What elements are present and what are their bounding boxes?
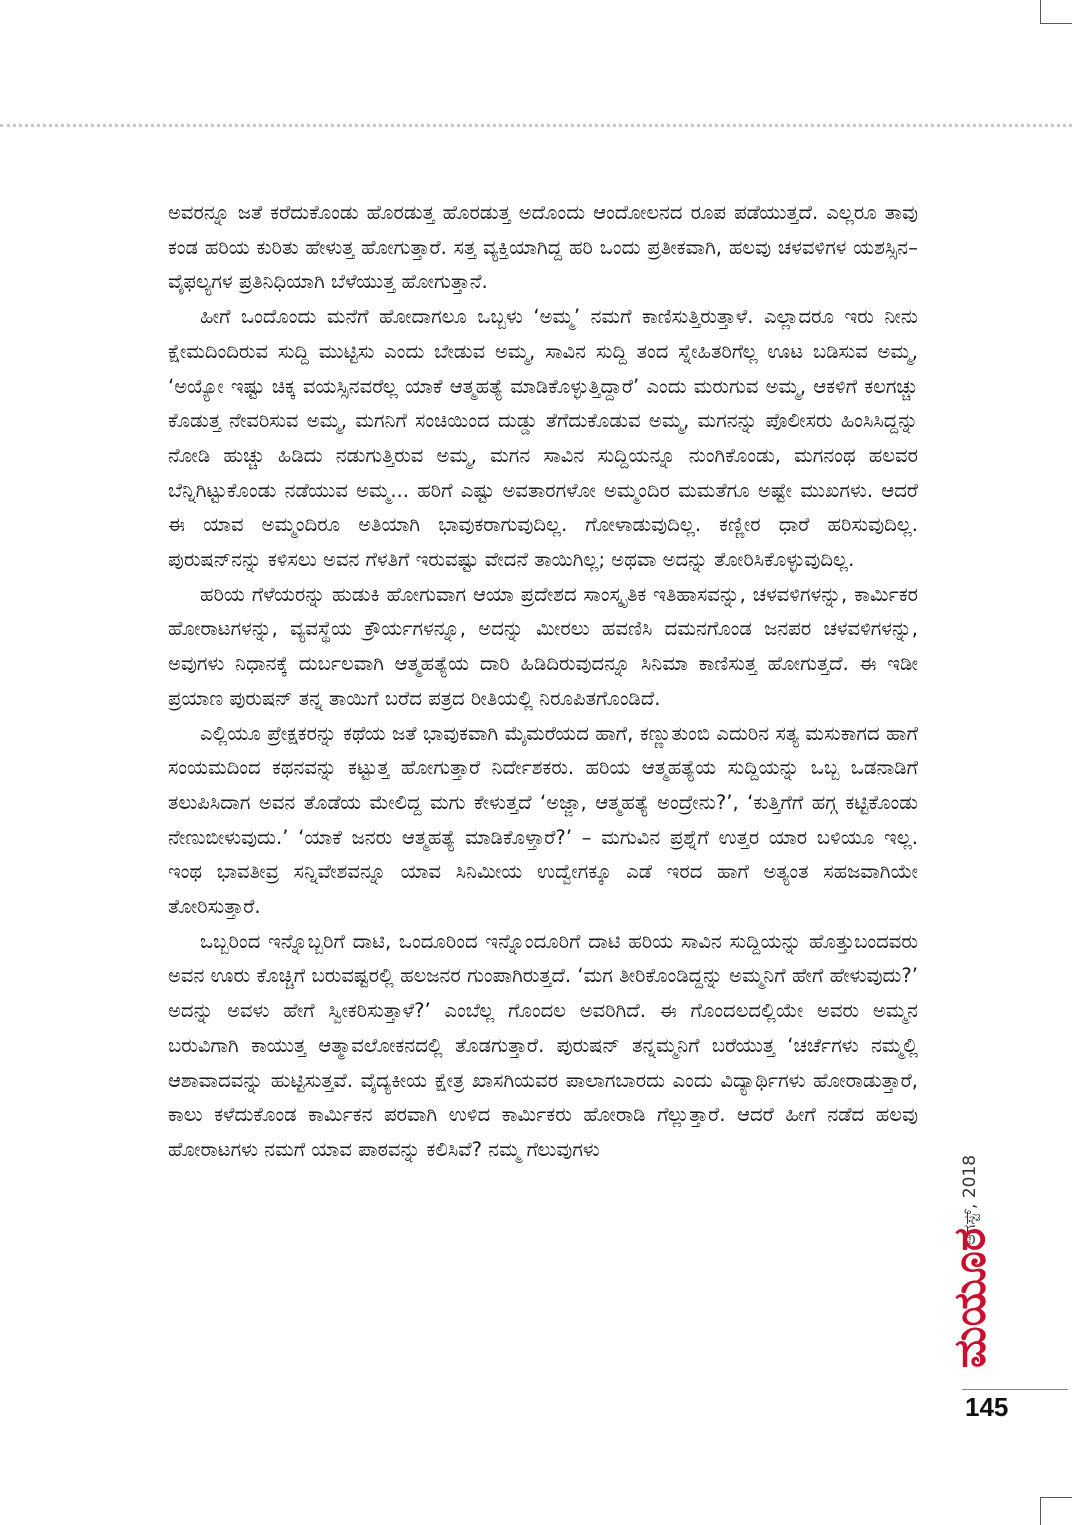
magazine-name: ಮಯೂರ: [944, 1227, 996, 1369]
article-paragraph-2: ಹೀಗೆ ಒಂದೊಂದು ಮನೆಗೆ ಹೋದಾಗಲೂ ಒಬ್ಬಳು ‘ಅಮ್ಮ’ ನಮಗೆ ಕಾಣಿಸುತ್ತಿರುತ್ತಾಳೆ. ಎಲ್ಲಾದರೂ ಇರು ನೀನು ಕ್ಷೇಮದಿಂದಿರುವ ಸುದ್ದಿ ಮುಟ್ಟಿಸು ಎಂದು ಬೇಡುವ ಅಮ್ಮ, ಸಾವಿನ ಸುದ್ದಿ ತಂದ ಸ್ನೇಹಿತರಿಗೆಲ್ಲ ಊಟ ಬಡಿಸುವ ಅಮ್ಮ, ‘ಅಯ್ಯೋ ಇಷ್ಟು ಚಿಕ್ಕ ವಯಸ್ಸಿನವರೆಲ್ಲ ಯಾಕೆ ಆತ್ಮಹತ್ಯೆ ಮಾಡಿಕೊಳ್ಳುತ್ತಿದ್ದಾರೆ’ ಎಂದು ಮರುಗುವ ಅಮ್ಮ, ಆಕಳಿಗೆ ಕಲಗಚ್ಚು ಕೊಡುತ್ತ ನೇವರಿಸುವ ಅಮ್ಮ, ಮಗನಿಗೆ ಸಂಚಿಯಿಂದ ದುಡ್ಡು ತೆಗೆದುಕೊಡುವ ಅಮ್ಮ, ಮಗನನ್ನು ಪೊಲೀಸರು ಹಿಂಸಿಸಿದ್ದನ್ನು ನೋಡಿ ಹುಚ್ಚು ಹಿಡಿದು ನಡುಗುತ್ತಿರುವ ಅಮ್ಮ, ಮಗನ ಸಾವಿನ ಸುದ್ದಿಯನ್ನೂ ನುಂಗಿಕೊಂಡು, ಮಗನಂಥ ಹಲವರ ಬೆನ್ನಿಗಿಟ್ಟುಕೊಂಡು ನಡೆಯುವ ಅಮ್ಮ... ಹರಿಗೆ ಎಷ್ಟು ಅವತಾರಗಳೋ ಅಮ್ಮಂದಿರ ಮಮತೆಗೂ ಅಷ್ಟೇ ಮುಖಗಳು. ಆದರೆ ಈ ಯಾವ ಅಮ್ಮಂದಿರೂ ಅತಿಯಾಗಿ ಭಾವುಕರಾಗುವುದಿಲ್ಲ. ಗೋಳಾಡುವುದಿಲ್ಲ. ಕಣ್ಣೀರ ಧಾರೆ ಹರಿಸುವುದಿಲ್ಲ. ಪುರುಷನ್‌ನನ್ನು ಕಳಿಸಲು ಅವನ ಗೆಳತಿಗೆ ಇರುವಷ್ಟು ವೇದನೆ ತಾಯಿಗಿಲ್ಲ; ಅಥವಾ ಅದನ್ನು ತೋರಿಸಿಕೊಳ್ಳುವುದಿಲ್ಲ.: [168, 305, 918, 572]
article-body: [168, 196, 918, 1168]
article-paragraph-1: ಅವರನ್ನೂ ಜತೆ ಕರೆದುಕೊಂಡು ಹೊರಡುತ್ತ ಹೊರಡುತ್ತ ಅದೊಂದು ಆಂದೋಲನದ ರೂಪ ಪಡೆಯುತ್ತದೆ. ಎಲ್ಲರೂ ತಾವು ಕಂಡ ಹರಿಯ ಕುರಿತು ಹೇಳುತ್ತ ಹೋಗುತ್ತಾರೆ. ಸತ್ತ ವ್ಯಕ್ತಿಯಾಗಿದ್ದ ಹರಿ ಒಂದು ಪ್ರತೀಕವಾಗಿ, ಹಲವು ಚಳವಳಿಗಳ ಯಶಸ್ಸಿನ–ವೈಫಲ್ಯಗಳ ಪ್ರತಿನಿಧಿಯಾಗಿ ಬೆಳೆಯುತ್ತ ಹೋಗುತ್ತಾನೆ.: [168, 201, 918, 294]
crop-mark-top-right-vertical: [1040, 0, 1041, 24]
crop-mark-bottom-right-horizontal: [1040, 1497, 1072, 1498]
article-paragraph-5: ಒಬ್ಬರಿಂದ ಇನ್ನೊಬ್ಬರಿಗೆ ದಾಟಿ, ಒಂದೂರಿಂದ ಇನ್ನೊಂದೂರಿಗೆ ದಾಟಿ ಹರಿಯ ಸಾವಿನ ಸುದ್ದಿಯನ್ನು ಹೊತ್ತುಬಂದವರು ಅವನ ಊರು ಕೊಚ್ಚಿಗೆ ಬರುವಷ್ಟರಲ್ಲಿ ಹಲಜನರ ಗುಂಪಾಗಿರುತ್ತದೆ. ‘ಮಗ ತೀರಿಕೊಂಡಿದ್ದನ್ನು ಅಮ್ಮನಿಗೆ ಹೇಗೆ ಹೇಳುವುದು?’ ಅದನ್ನು ಅವಳು ಹೇಗೆ ಸ್ವೀಕರಿಸುತ್ತಾಳೆ?’ ಎಂಬೆಲ್ಲ ಗೊಂದಲ ಅವರಿಗಿದೆ. ಈ ಗೊಂದಲದಲ್ಲಿಯೇ ಅವರು ಅಮ್ಮನ ಬರುವಿಗಾಗಿ ಕಾಯುತ್ತ ಆತ್ಮಾವಲೋಕನದಲ್ಲಿ ತೊಡಗುತ್ತಾರೆ. ಪುರುಷನ್ ತನ್ನಮ್ಮನಿಗೆ ಬರೆಯುತ್ತ ‘ಚರ್ಚೆಗಳು ನಮ್ಮಲ್ಲಿ ಆಶಾವಾದವನ್ನು ಹುಟ್ಟಿಸುತ್ತವೆ. ವೈದ್ಯಕೀಯ ಕ್ಷೇತ್ರ ಖಾಸಗಿಯವರ ಪಾಲಾಗಬಾರದು ಎಂದು ವಿದ್ಯಾರ್ಥಿಗಳು ಹೋರಾಡುತ್ತಾರೆ, ಕಾಲು ಕಳೆದುಕೊಂಡ ಕಾರ್ಮಿಕನ ಪರವಾಗಿ ಉಳಿದ ಕಾರ್ಮಿಕರು ಹೋರಾಡಿ ಗೆಲ್ಲುತ್ತಾರೆ. ಆದರೆ ಹೀಗೆ ನಡೆದ ಹಲವು ಹೋರಾಟಗಳು ನಮಗೆ ಯಾವ ಪಾಠವನ್ನು ಕಲಿಸಿವೆ? ನಮ್ಮ ಗೆಲುವುಗಳು: [168, 929, 918, 1161]
header-dotted-rule: [0, 124, 1072, 127]
page-number-rule: [962, 1389, 1068, 1390]
crop-mark-bottom-right-vertical: [1040, 1497, 1041, 1525]
issue-date: ಆಗಸ್ಟ್, 2018: [960, 1154, 980, 1246]
article-paragraph-4: ಎಲ್ಲಿಯೂ ಪ್ರೇಕ್ಷಕರನ್ನು ಕಥೆಯ ಜತೆ ಭಾವುಕವಾಗಿ ಮೈಮರೆಯದ ಹಾಗೆ, ಕಣ್ಣುತುಂಬಿ ಎದುರಿನ ಸತ್ಯ ಮಸುಕಾಗದ ಹಾಗೆ ಸಂಯಮದಿಂದ ಕಥನವನ್ನು ಕಟ್ಟುತ್ತ ಹೋಗುತ್ತಾರೆ ನಿರ್ದೇಶಕರು. ಹರಿಯ ಆತ್ಮಹತ್ಯೆಯ ಸುದ್ದಿಯನ್ನು ಒಬ್ಬ ಒಡನಾಡಿಗೆ ತಲುಪಿಸಿದಾಗ ಅವನ ತೊಡೆಯ ಮೇಲಿದ್ದ ಮಗು ಕೇಳುತ್ತದೆ ‘ಅಜ್ಜಾ, ಆತ್ಮಹತ್ಯೆ ಅಂದ್ರೇನು?’, ‘ಕುತ್ತಿಗೆಗೆ ಹಗ್ಗ ಕಟ್ಟಿಕೊಂಡು ನೇಣುಬೀಳುವುದು.’ ‘ಯಾಕೆ ಜನರು ಆತ್ಮಹತ್ಯೆ ಮಾಡಿಕೊಳ್ತಾರೆ?’ – ಮಗುವಿನ ಪ್ರಶ್ನೆಗೆ ಉತ್ತರ ಯಾರ ಬಳಿಯೂ ಇಲ್ಲ. ಇಂಥ ಭಾವತೀವ್ರ ಸನ್ನಿವೇಶವನ್ನೂ ಯಾವ ಸಿನಿಮೀಯ ಉದ್ವೇಗಕ್ಕೂ ಎಡೆ ಇರದ ಹಾಗೆ ಅತ್ಯಂತ ಸಹಜವಾಗಿಯೇ ತೋರಿಸುತ್ತಾರೆ.: [168, 721, 918, 919]
magazine-logo: [930, 1227, 1010, 1369]
crop-mark-top-right-horizontal: [1040, 23, 1072, 24]
article-paragraph-3: ಹರಿಯ ಗೆಳೆಯರನ್ನು ಹುಡುಕಿ ಹೋಗುವಾಗ ಆಯಾ ಪ್ರದೇಶದ ಸಾಂಸ್ಕೃತಿಕ ಇತಿಹಾಸವನ್ನು, ಚಳವಳಿಗಳನ್ನು, ಕಾರ್ಮಿಕರ ಹೋರಾಟಗಳನ್ನು, ವ್ಯವಸ್ಥೆಯ ಕ್ರೌರ್ಯಗಳನ್ನೂ, ಅದನ್ನು ಮೀರಲು ಹವಣಿಸಿ ದಮನಗೊಂಡ ಜನಪರ ಚಳವಳಿಗಳನ್ನು, ಅವುಗಳು ನಿಧಾನಕ್ಕೆ ದುರ್ಬಲವಾಗಿ ಆತ್ಮಹತ್ಯೆಯ ದಾರಿ ಹಿಡಿದಿರುವುದನ್ನೂ ಸಿನಿಮಾ ಕಾಣಿಸುತ್ತ ಹೋಗುತ್ತದೆ. ಈ ಇಡೀ ಪ್ರಯಾಣ ಪುರುಷನ್ ತನ್ನ ತಾಯಿಗೆ ಬರೆದ ಪತ್ರದ ರೀತಿಯಲ್ಲಿ ನಿರೂಪಿತಗೊಂಡಿದೆ.: [168, 582, 918, 710]
page-number: 145: [965, 1392, 1009, 1422]
